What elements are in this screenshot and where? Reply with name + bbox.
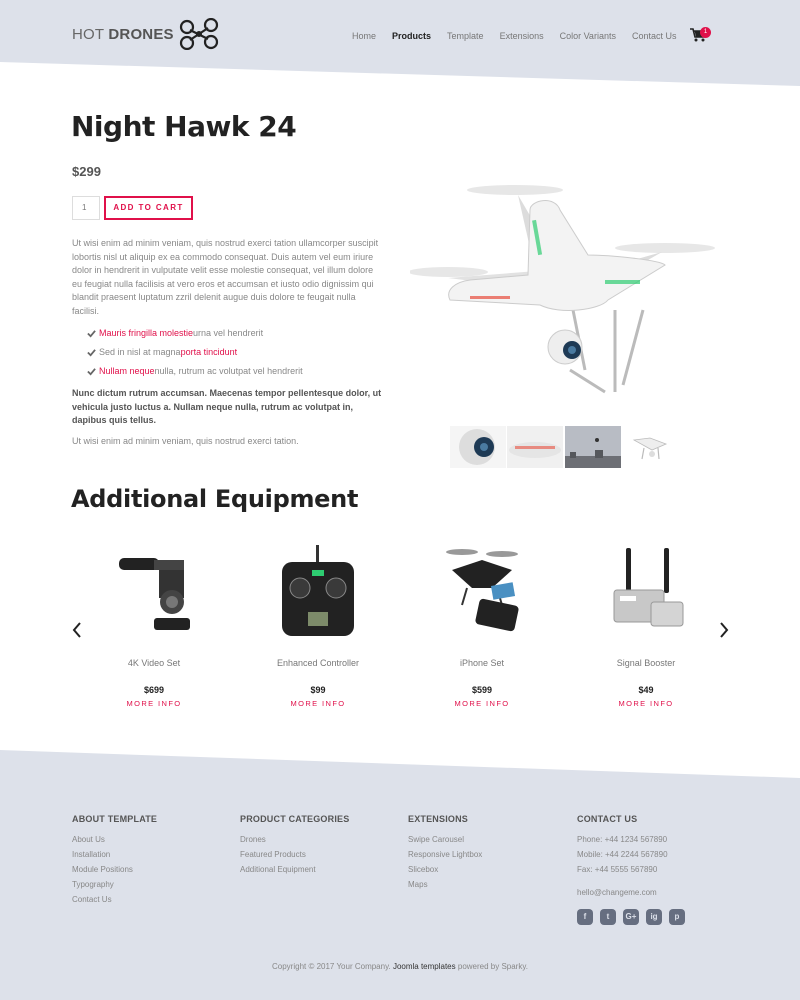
carousel-prev-arrow-icon[interactable] (72, 622, 82, 638)
footer-link[interactable]: Responsive Lightbox (408, 850, 483, 859)
contact-phone: Phone: +44 1234 567890 (577, 835, 668, 844)
quantity-input[interactable]: 1 (72, 196, 100, 220)
logo-text: HOT DRONES (72, 25, 174, 43)
copyright: Copyright © 2017 Your Company. Joomla templates powered by Sparky. (272, 962, 528, 971)
iphone-set-image (432, 540, 532, 640)
check-icon (87, 348, 96, 357)
site-logo[interactable] (72, 18, 220, 50)
equipment-price: $99 (310, 685, 326, 695)
product-short-description: Ut wisi enim ad minim veniam, quis nostrud exerci tation. (72, 436, 299, 446)
more-info-link[interactable]: MORE INFO (126, 699, 182, 708)
google-plus-icon[interactable]: G+ (623, 909, 639, 925)
social-links (577, 909, 692, 925)
product-bold-description: Nunc dictum rutrum accumsan. Maecenas tempor pellentesque dolor, ut vehicula justo luctus a. Nullam neque nulla, rutrum ac volutpat in, dapibus quis tellus. (72, 388, 382, 425)
facebook-icon[interactable]: f (577, 909, 593, 925)
contact-email[interactable]: hello@changeme.com (577, 888, 657, 897)
video-set-image (104, 540, 204, 640)
nav-home[interactable]: Home (352, 31, 377, 41)
equipment-card[interactable] (581, 540, 711, 708)
pinterest-icon[interactable]: p (669, 909, 685, 925)
product-price: $299 (72, 164, 101, 179)
footer-link[interactable]: Drones (240, 835, 266, 844)
footer-link[interactable]: About Us (72, 835, 105, 844)
footer-link[interactable]: Additional Equipment (240, 865, 316, 874)
check-icon (87, 329, 96, 338)
joomla-templates-link[interactable]: Joomla templates (392, 962, 456, 971)
footer-link[interactable]: Installation (72, 850, 111, 859)
thumbnail-3[interactable] (565, 426, 621, 468)
thumbnail-1[interactable] (450, 426, 506, 468)
product-main-image[interactable] (410, 160, 730, 410)
equipment-price: $699 (143, 685, 165, 695)
thumbnail-4[interactable] (622, 426, 678, 468)
cart-count-badge: 1 (700, 27, 711, 38)
footer-link[interactable]: Module Positions (72, 865, 133, 874)
equipment-name: Enhanced Controller (276, 658, 360, 668)
footer-heading: PRODUCT CATEGORIES (240, 814, 350, 824)
feature-item: Sed in nisl at magna porta tincidunt (87, 347, 237, 357)
feature-link[interactable]: porta tincidunt (180, 347, 238, 357)
controller-image (268, 540, 368, 640)
contact-fax: Fax: +44 5555 567890 (577, 865, 658, 874)
feature-item: Nullam neque nulla, rutrum ac volutpat vel hendrerit (87, 366, 303, 376)
main-nav (352, 31, 692, 41)
footer-heading: EXTENSIONS (408, 814, 469, 824)
more-info-link[interactable]: MORE INFO (454, 699, 510, 708)
equipment-card[interactable] (253, 540, 383, 708)
footer-categories-column (240, 814, 349, 880)
nav-template[interactable]: Template (447, 31, 484, 41)
contact-mobile: Mobile: +44 2244 567890 (577, 850, 668, 859)
nav-contact-us[interactable]: Contact Us (631, 31, 677, 41)
product-title: Night Hawk 24 (71, 110, 297, 143)
footer-link[interactable]: Featured Products (240, 850, 306, 859)
equipment-card[interactable] (89, 540, 219, 708)
footer-contact-column (577, 814, 668, 903)
nav-extensions[interactable]: Extensions (499, 31, 544, 41)
feature-link[interactable]: Nullam neque (99, 366, 155, 376)
equipment-name: iPhone Set (459, 658, 505, 668)
carousel-next-arrow-icon[interactable] (719, 622, 729, 638)
equipment-price: $599 (471, 685, 493, 695)
footer-extensions-column (408, 814, 482, 895)
equipment-price: $49 (638, 685, 654, 695)
footer-heading: ABOUT TEMPLATE (72, 814, 158, 824)
more-info-link[interactable]: MORE INFO (290, 699, 346, 708)
footer-link[interactable]: Contact Us (72, 895, 112, 904)
equipment-card[interactable] (417, 540, 547, 708)
nav-products[interactable]: Products (392, 31, 432, 41)
footer-link[interactable]: Maps (408, 880, 428, 889)
check-icon (87, 367, 96, 376)
feature-item: Mauris fringilla molestie urna vel hendrerit (87, 328, 263, 338)
twitter-icon[interactable]: t (600, 909, 616, 925)
nav-color-variants[interactable]: Color Variants (559, 31, 616, 41)
feature-link[interactable]: Mauris fringilla molestie (99, 328, 194, 338)
signal-booster-image (596, 540, 696, 640)
footer-link[interactable]: Slicebox (408, 865, 439, 874)
footer-link[interactable]: Swipe Carousel (408, 835, 465, 844)
more-info-link[interactable]: MORE INFO (618, 699, 674, 708)
product-description: Ut wisi enim ad minim veniam, quis nostrud exerci tation ullamcorper suscipit lobortis nisl ut aliquip ex ea commodo consequat. Duis autem vel eum iriure dolor in hendrerit in vulputate velit esse molestie consequat, vel illum dolore eu feugiat nulla facilisis at vero eros et accumsan et iusto odio dignissim qui blandit praesent luptatum zzril delenit augue duis dolore te feugait nulla facilisi. (72, 238, 379, 316)
drone-logo-icon (178, 18, 220, 50)
equipment-name: 4K Video Set (127, 658, 181, 668)
thumbnail-2[interactable] (507, 426, 563, 468)
add-to-cart-button[interactable]: ADD TO CART (104, 196, 193, 220)
footer-link[interactable]: Typography (72, 880, 114, 889)
section-heading: Additional Equipment (71, 485, 359, 513)
footer-heading: CONTACT US (577, 814, 638, 824)
footer-about-column (72, 814, 157, 910)
instagram-icon[interactable]: ig (646, 909, 662, 925)
equipment-name: Signal Booster (616, 658, 676, 668)
